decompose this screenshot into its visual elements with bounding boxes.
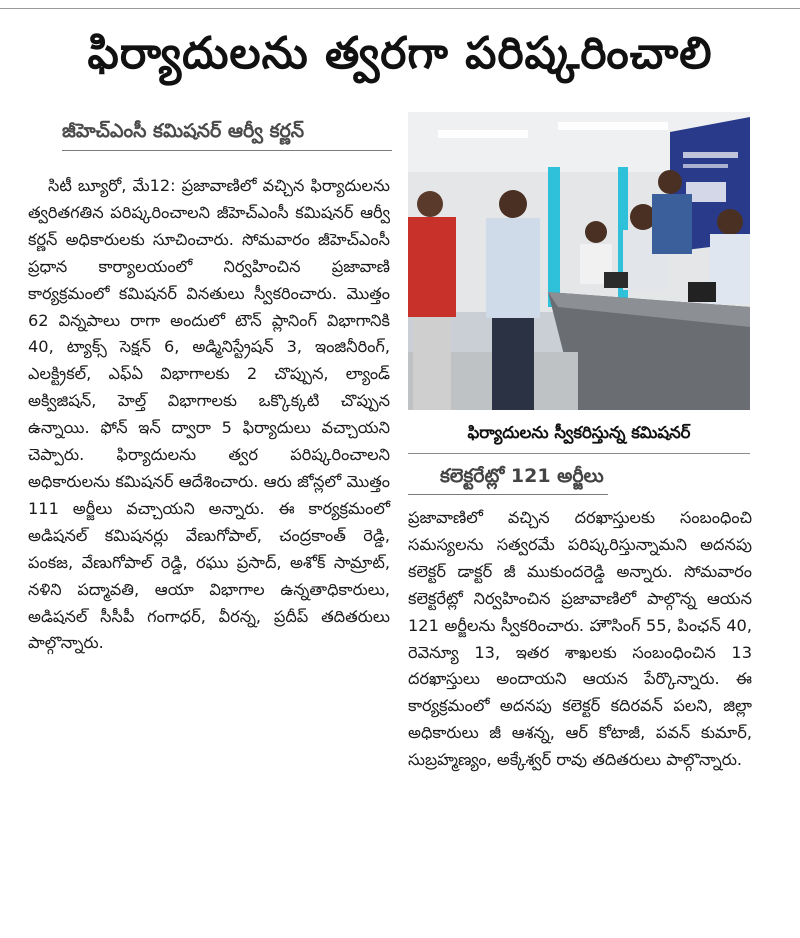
left-paragraph: సిటీ బ్యూరో, మే12: ప్రజావాణిలో వచ్చిన ఫిర్యాదులను త్వరితగతిన పరిష్కరించాలని జీహెచ్ఎంసీ కమిషనర్ ఆర్వీ కర్ణన్ అధికారులకు సూచించారు. సోమవారం జీహెచ్ఎంసీ ప్రధాన కార్యాలయంలో నిర్వహించిన ప్రజావాణి కార్యక్రమంలో కమిషనర్ వినతులు స్వీకరించారు. మొత్తం 62 విన్నపాలు రాగా అందులో టౌన్ ప్లానింగ్ విభాగానికి 40, ట్యాక్స్ సెక్షన్ 6, అడ్మినిస్ట్రేషన్ 3, ఇంజినీరింగ్, ఎలక్ట్రికల్, ఎఫ్ఏ విభాగాలకు 2 చొప్పున, ల్యాండ్ అక్విజిషన్, హెల్త్ విభాగాలకు ఒక్కొక్కటి చొప్పున ఉన్నాయి. ఫోన్ ఇన్ ద్వారా 5 ఫిర్యాదులు వచ్చాయని చెప్పారు. ఫిర్యాదులను త్వర పరిష్కరించాలని అధికారులను కమిషనర్ ఆదేశించారు. ఆరు జోన్లలో మొత్తం 111 అర్జీలు వచ్చాయని అన్నారు. ఈ కార్యక్రమంలో అడిషనల్ కమిషనర్లు వేణుగోపాల్, చంద్రకాంత్ రెడ్డి, పంకజ, వేణుగోపాల్ రెడ్డి, రఘు ప్రసాద్, అశోక్ సామ్రాట్, నళిని పద్మావతి, ఆయా విభాగాల ఉన్నతాధికారులు, అడిషనల్ సీసీపీ గంగాధర్, వీరన్న, ప్రదీప్ తదితరులు పాల్గొన్నారు. xyxy=(28,176,390,653)
right-paragraph: ప్రజావాణిలో వచ్చిన దరఖాస్తులకు సంబంధించి సమస్యలను సత్వరమే పరిష్కరిస్తున్నామని అదనపు కలెక్టర్ డాక్టర్ జీ ముకుందరెడ్డి అన్నారు. సోమవారం కలెక్టరేట్లో నిర్వహించిన ప్రజావాణిలో పాల్గొన్న ఆయన 121 అర్జీలను స్వీకరించారు. హౌసింగ్ 55, పింఛన్ 40, రెవెన్యూ 13, ఇతర శాఖలకు సంబంధించిన 13 దరఖాస్తులు అందాయని ఆయన పేర్కొన్నారు. ఈ కార్యక్రమంలో అదనపు కలెక్టర్ కదిరవన్ పలని, జిల్లా అధికారులు జీ ఆశన్న, ఆర్ కోటాజీ, పవన్ కుమార్, సుబ్రహ్మణ్యం, అక్కేశ్వర్ రావు తదితరులు పాల్గొన్నారు. xyxy=(408,508,752,770)
right-column xyxy=(408,505,752,774)
subhead-underline xyxy=(408,494,608,495)
caption-divider xyxy=(408,453,750,454)
article-photo xyxy=(408,112,750,410)
article-subhead: కలెక్టరేట్లో 121 అర్జీలు xyxy=(440,465,604,487)
byline-underline xyxy=(62,150,392,151)
photo-caption: ఫిర్యాదులను స్వీకరిస్తున్న కమిషనర్ xyxy=(467,423,691,442)
article-headline: ఫిర్యాదులను త్వరగా పరిష్కరించాలి xyxy=(87,28,713,79)
article-byline: జీహెచ్ఎంసీ కమిషనర్ ఆర్వీ కర్ణన్ xyxy=(62,120,305,142)
top-divider xyxy=(0,8,800,9)
photo-illustration xyxy=(408,112,750,410)
left-column xyxy=(28,173,390,657)
